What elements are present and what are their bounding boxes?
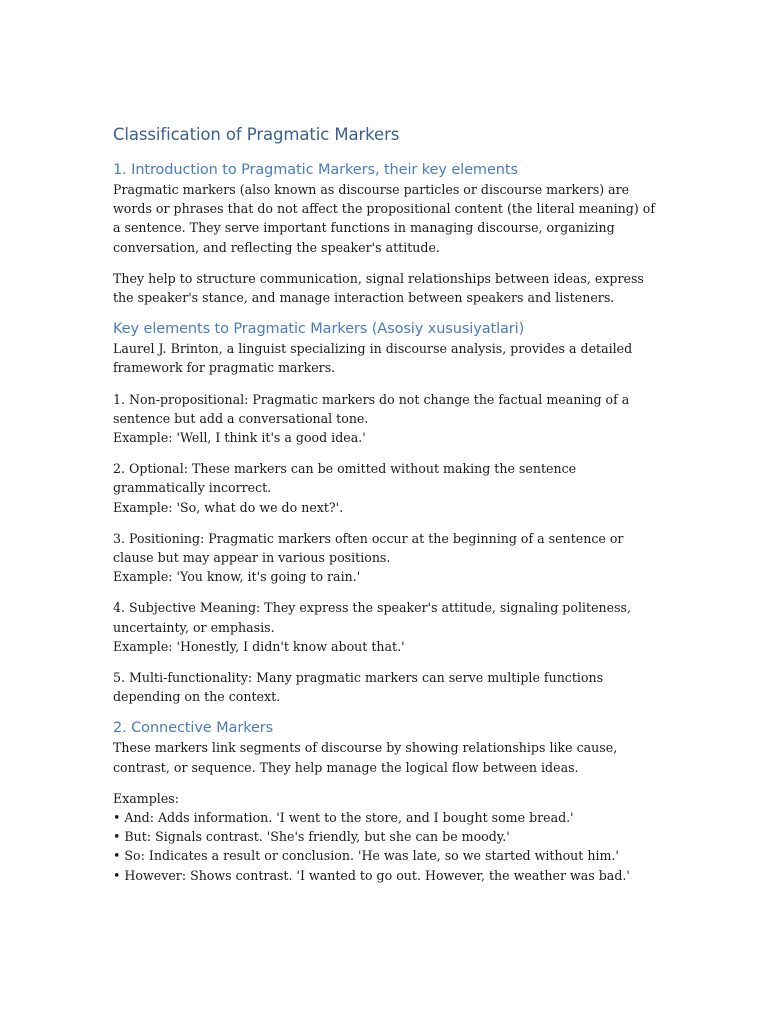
example-bullet: • And: Adds information. 'I went to the store, and I bought some bread.' (113, 810, 574, 826)
examples-block (113, 789, 661, 885)
intro-paragraph-1: Pragmatic markers (also known as discourse particles or discourse markers) are words or phrases that do not affect the propositional content (the literal meaning) of a sentence. They serve important functions in managing discourse, organizing conversation, and reflecting the speaker's attitude. (113, 182, 655, 255)
key-element-text: 4. Subjective Meaning: They express the speaker's attitude, signaling politeness, uncertainty, or emphasis. (113, 600, 632, 635)
key-element-text: 5. Multi-functionality: Many pragmatic markers can serve multiple functions depending on the context. (113, 670, 604, 705)
key-element-text: 1. Non-propositional: Pragmatic markers do not change the factual meaning of a sentence but add a conversational tone. (113, 391, 630, 426)
document-page (113, 124, 661, 897)
example-bullet: • But: Signals contrast. 'She's friendly, but she can be moody.' (113, 829, 510, 845)
key-element-example: Example: 'Well, I think it's a good idea.' (113, 430, 366, 446)
connective-paragraph: These markers link segments of discourse by showing relationships like cause, contrast, or sequence. They help manage the logical flow between ideas. (113, 740, 618, 775)
intro-paragraph-2: They help to structure communication, signal relationships between ideas, express the speaker's stance, and manage interaction between speakers and listeners. (113, 270, 644, 306)
example-bullet: • So: Indicates a result or conclusion. 'He was late, so we started without him.' (113, 848, 619, 864)
key-element-item (113, 390, 661, 448)
key-element-text: 2. Optional: These markers can be omitted without making the sentence grammatically incorrect. (113, 461, 577, 496)
key-element-item (113, 459, 661, 517)
key-element-text: 3. Positioning: Pragmatic markers often occur at the beginning of a sentence or clause but may appear in various positions. (113, 530, 624, 566)
key-element-example: Example: 'Honestly, I didn't know about that.' (113, 638, 405, 654)
section-heading-key-elements: Key elements to Pragmatic Markers (Asosiy xususiyatlari) (113, 321, 525, 338)
key-element-item (113, 598, 661, 656)
section-heading-connective-markers: 2. Connective Markers (113, 720, 274, 737)
examples-label: Examples: (113, 790, 179, 806)
key-elements-intro: Laurel J. Brinton, a linguist specializing in discourse analysis, provides a detailed framework for pragmatic markers. (113, 341, 633, 376)
examples-list (113, 808, 661, 885)
key-element-item (113, 668, 661, 706)
section-heading-introduction: 1. Introduction to Pragmatic Markers, their key elements (113, 162, 518, 178)
key-element-example: Example: 'You know, it's going to rain.' (113, 569, 361, 585)
key-element-item (113, 529, 661, 587)
example-bullet: • However: Shows contrast. 'I wanted to go out. However, the weather was bad.' (113, 867, 630, 883)
key-element-example: Example: 'So, what do we do next?'. (113, 499, 344, 515)
document-title: Classification of Pragmatic Markers (113, 125, 400, 144)
